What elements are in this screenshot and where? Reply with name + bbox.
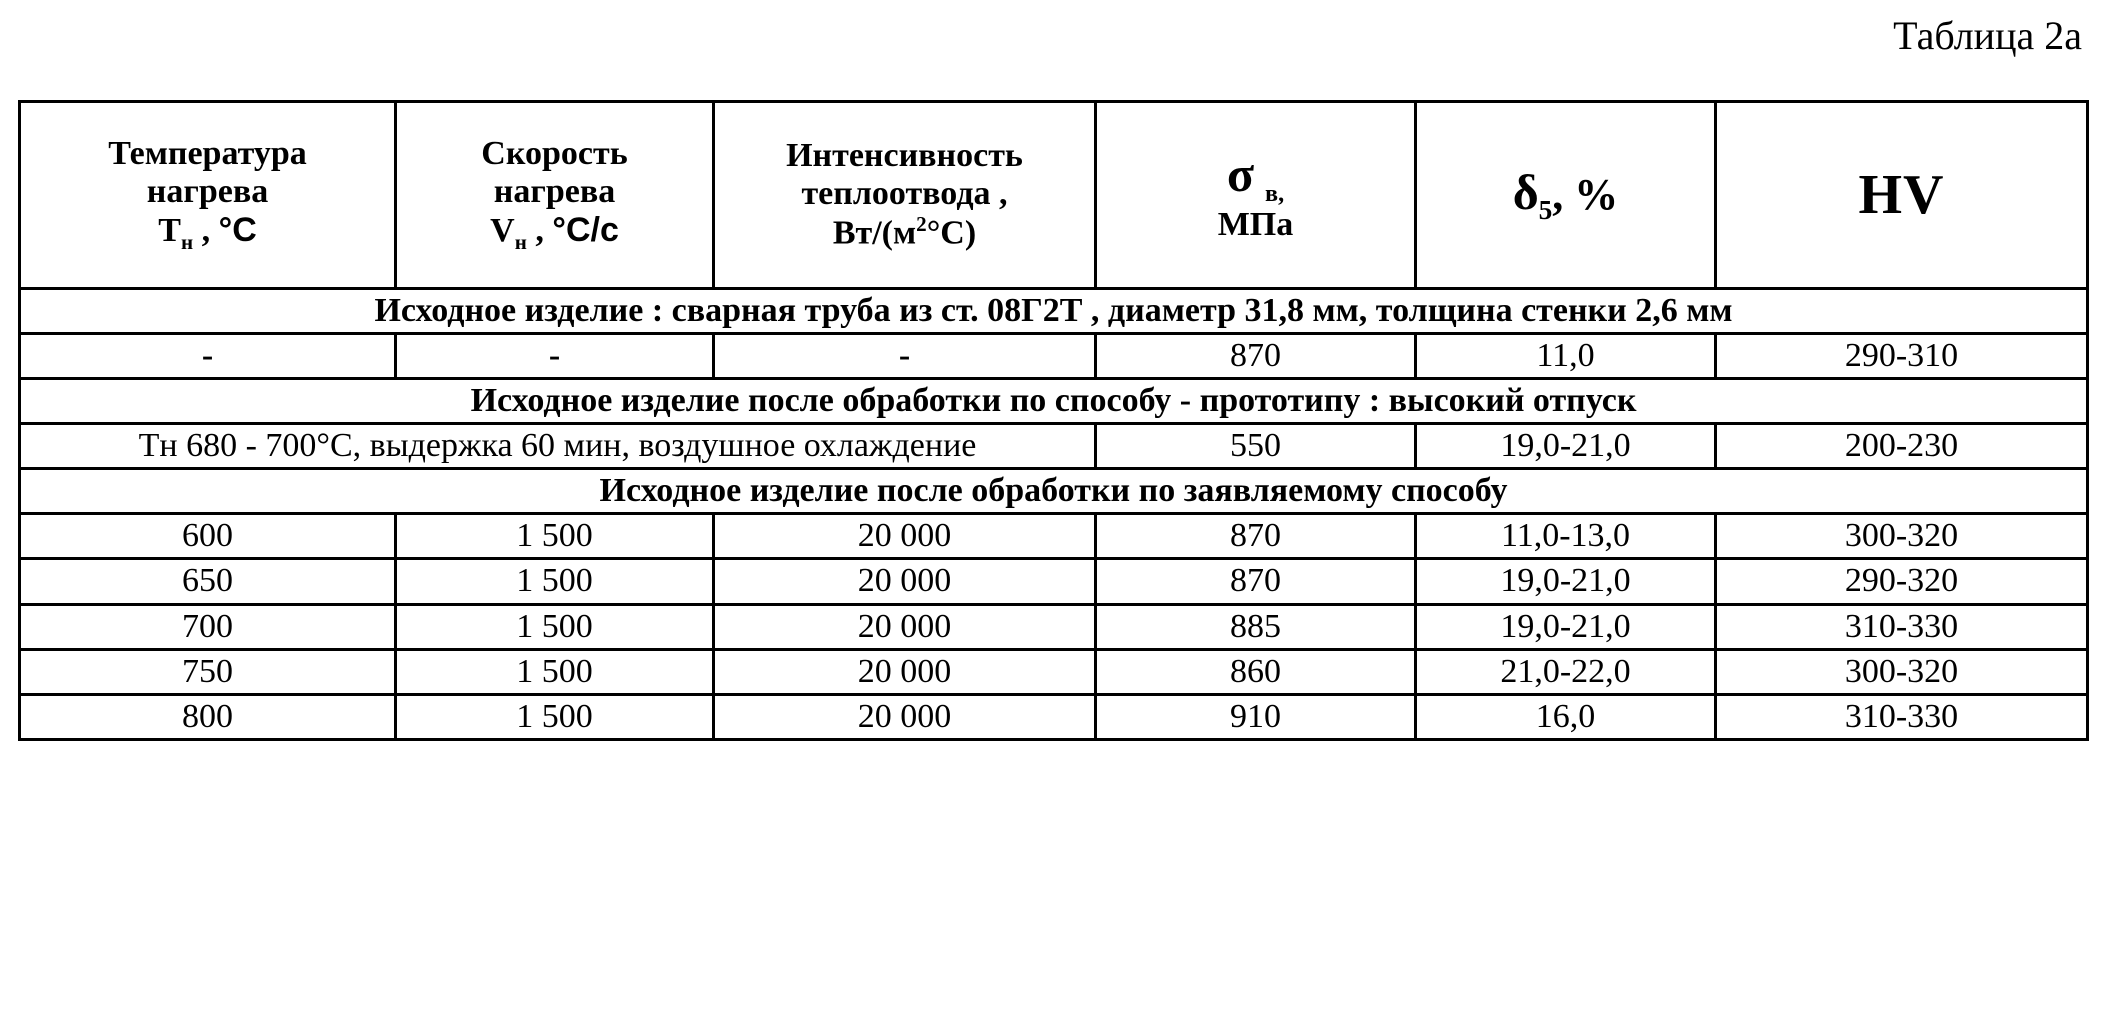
cell-heating-temperature: 650 — [20, 559, 396, 604]
cell-heat-removal: 20 000 — [714, 514, 1096, 559]
table-row — [20, 649, 2088, 694]
cell-elongation: 16,0 — [1416, 694, 1716, 739]
cell-heat-removal: 20 000 — [714, 694, 1096, 739]
cell-heating-rate: 1 500 — [396, 514, 714, 559]
cell-tensile-strength: 550 — [1096, 424, 1416, 469]
table-caption: Таблица 2а — [1893, 13, 2082, 58]
cell-heating-temperature: 700 — [20, 604, 396, 649]
section-row — [20, 379, 2088, 424]
header-line: Интенсивность — [786, 137, 1023, 175]
cell-hardness: 310-330 — [1716, 604, 2088, 649]
header-heating-temperature — [20, 102, 396, 289]
cell-hardness: 290-320 — [1716, 559, 2088, 604]
cell-heat-removal: 20 000 — [714, 649, 1096, 694]
cell-heating-rate: 1 500 — [396, 694, 714, 739]
header-line: $Вт/(м^2^\circ С)$ — [832, 212, 977, 252]
table-body — [20, 289, 2088, 740]
cell-elongation: 19,0-21,0 — [1416, 424, 1716, 469]
cell-tensile-strength: 860 — [1096, 649, 1416, 694]
cell-heating-temperature: - — [20, 334, 396, 379]
table-row — [20, 604, 2088, 649]
cell-hardness: 300-320 — [1716, 514, 2088, 559]
section-title-prototype: Исходное изделие после обработки по способу - прототипу : высокий отпуск — [20, 379, 2088, 424]
table-header — [20, 102, 2088, 289]
header-line: $V_н$ , °C/с — [490, 211, 619, 255]
header-heating-rate — [396, 102, 714, 289]
cell-hardness: 290-310 — [1716, 334, 2088, 379]
cell-elongation: 19,0-21,0 — [1416, 559, 1716, 604]
cell-heating-rate: 1 500 — [396, 649, 714, 694]
data-table — [18, 100, 2089, 741]
cell-heat-removal: 20 000 — [714, 559, 1096, 604]
cell-heating-temperature: 800 — [20, 694, 396, 739]
section-title-initial: Исходное изделие : сварная труба из ст. 08Г2Т , диаметр 31,8 мм, толщина стенки 2,6 мм — [20, 289, 2088, 334]
header-line: $T_н$ , °C — [158, 211, 257, 255]
cell-hardness: 310-330 — [1716, 694, 2088, 739]
table-row — [20, 424, 2088, 469]
header-line: нагрева — [146, 173, 269, 211]
header-line: σ $_{в,}$ — [1226, 145, 1285, 207]
cell-hardness: 200-230 — [1716, 424, 2088, 469]
cell-heat-removal: - — [714, 334, 1096, 379]
header-line: нагрева — [493, 173, 616, 211]
header-elongation — [1416, 102, 1716, 289]
cell-prototype-regime: Tн 680 - 700°C, выдержка 60 мин, воздушное охлаждение — [20, 424, 1096, 469]
cell-tensile-strength: 870 — [1096, 514, 1416, 559]
header-row — [20, 102, 2088, 289]
cell-elongation: 21,0-22,0 — [1416, 649, 1716, 694]
cell-elongation: 19,0-21,0 — [1416, 604, 1716, 649]
table-row — [20, 559, 2088, 604]
header-line: Температура — [108, 135, 307, 173]
header-line: Скорость — [481, 135, 628, 173]
cell-tensile-strength: 870 — [1096, 559, 1416, 604]
cell-heating-temperature: 750 — [20, 649, 396, 694]
section-title-claimed: Исходное изделие после обработки по заявляемому способу — [20, 469, 2088, 514]
header-line: $\delta_5$, % — [1512, 164, 1619, 226]
cell-tensile-strength: 885 — [1096, 604, 1416, 649]
cell-elongation: 11,0-13,0 — [1416, 514, 1716, 559]
section-row — [20, 289, 2088, 334]
cell-tensile-strength: 870 — [1096, 334, 1416, 379]
cell-heating-temperature: 600 — [20, 514, 396, 559]
header-heat-removal-intensity — [714, 102, 1096, 289]
table-row — [20, 514, 2088, 559]
section-row — [20, 469, 2088, 514]
cell-heat-removal: 20 000 — [714, 604, 1096, 649]
header-tensile-strength — [1096, 102, 1416, 289]
header-hardness-hv: HV — [1716, 102, 2088, 289]
cell-heating-rate: - — [396, 334, 714, 379]
cell-tensile-strength: 910 — [1096, 694, 1416, 739]
header-line: МПа — [1217, 206, 1294, 244]
table-row — [20, 694, 2088, 739]
cell-heating-rate: 1 500 — [396, 559, 714, 604]
cell-hardness: 300-320 — [1716, 649, 2088, 694]
table-row — [20, 334, 2088, 379]
cell-heating-rate: 1 500 — [396, 604, 714, 649]
header-line: теплоотвода , — [801, 175, 1008, 213]
cell-elongation: 11,0 — [1416, 334, 1716, 379]
